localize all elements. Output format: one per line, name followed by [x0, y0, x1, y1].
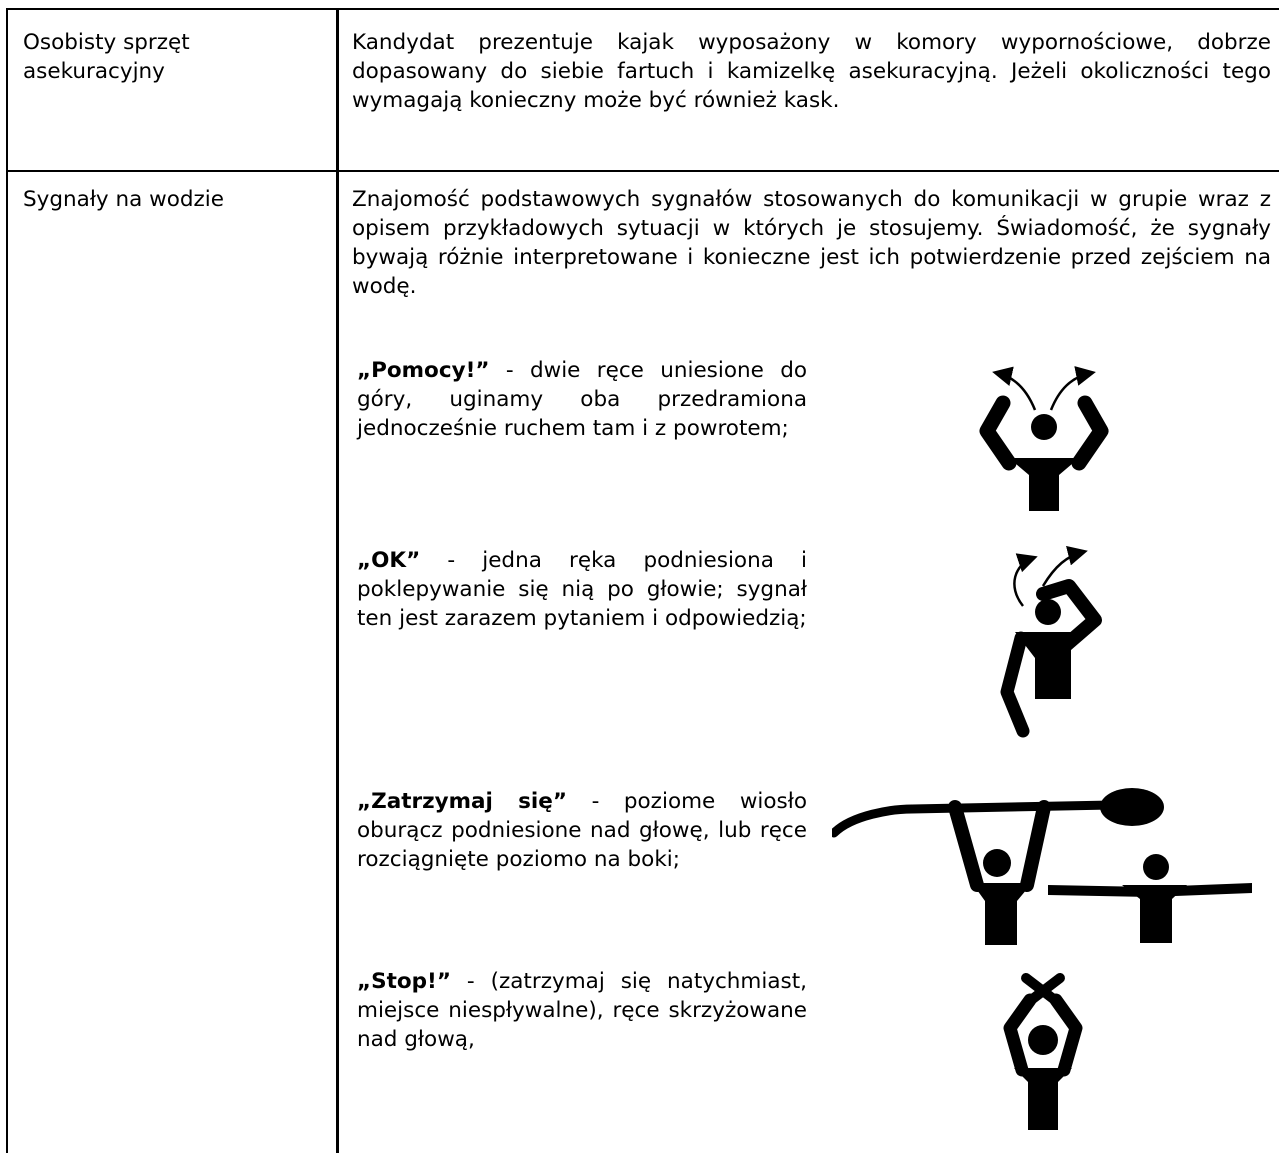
signal-stop-paddle-text: - poziome wiosło oburącz podniesione nad głowę, lub ręce rozciągnięte poziomo na boki; — [357, 789, 807, 872]
table-border-left-lower — [6, 170, 8, 1153]
signal-ok-name: „OK” — [357, 548, 421, 573]
row-text-water-signals: Znajomość podstawowych sygnałów stosowanych do komunikacji w grupie wraz z opisem przykładowych sytuacji w których je stosujemy. Świadomość, że sygnały bywają różnie interpretowane i konieczne jest ich potwierdzenie przed zejściem na wodę. — [352, 187, 1271, 299]
table-row-divider — [6, 170, 1279, 172]
signal-ok-description — [357, 546, 807, 633]
row-label-safety-gear: Osobisty sprzęt asekuracyjny — [23, 30, 190, 84]
signal-emergency-stop-description — [357, 967, 807, 1054]
row-text-safety-gear: Kandydat prezentuje kajak wyposażony w komory wypornościowe, dobrze dopasowany do siebie fartuch i kamizelkę asekuracyjną. Jeżeli okoliczności tego wymagają konieczny może być również kask. — [352, 30, 1271, 113]
signal-help-name: „Pomocy!” — [357, 358, 490, 383]
row-label-water-signals: Sygnały na wodzie — [23, 187, 224, 212]
table-border-left — [6, 8, 8, 172]
table-column-divider — [336, 8, 339, 1153]
help-signal-pictogram-icon — [975, 355, 1115, 515]
signal-ok-text: - jedna ręka podniesiona i poklepywanie się nią po głowie; sygnał ten jest zarazem pytaniem i odpowiedzią; — [357, 548, 807, 631]
signal-help-description — [357, 356, 807, 443]
signal-emergency-stop-text: - (zatrzymaj się natychmiast, miejsce niespływalne), ręce skrzyżowane nad głową, — [357, 969, 807, 1052]
signal-emergency-stop-name: „Stop!” — [357, 969, 451, 994]
signal-stop-paddle-name: „Zatrzymaj się” — [357, 789, 568, 814]
ok-signal-pictogram-icon — [985, 546, 1115, 746]
table-border-top — [6, 8, 1279, 10]
signal-help-text: - dwie ręce uniesione do góry, uginamy oba przedramiona jednocześnie ruchem tam i z powrotem; — [357, 358, 807, 441]
stop-paddle-signal-pictogram-icon — [832, 775, 1262, 950]
signal-stop-paddle-description — [357, 787, 807, 874]
emergency-stop-signal-pictogram-icon — [1000, 970, 1090, 1145]
